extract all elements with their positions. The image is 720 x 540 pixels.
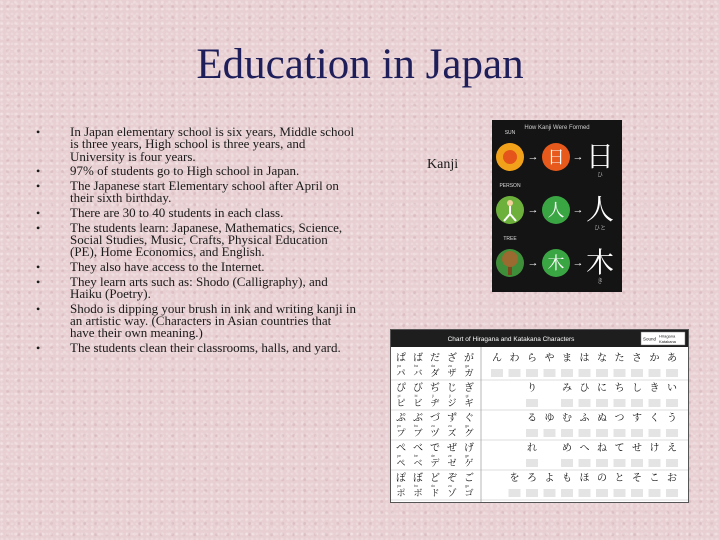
hiragana-character: く xyxy=(649,413,660,424)
kanji-formation-image xyxy=(492,120,622,292)
kanji-reading: き xyxy=(596,278,604,285)
katakana-cell-bg xyxy=(561,399,573,407)
kana-romaji: be xyxy=(414,454,418,458)
kana-romaji: de xyxy=(431,454,435,458)
bullet-item xyxy=(36,126,356,163)
hiragana-character: ら xyxy=(527,353,537,364)
pictograph-symbol: 人 xyxy=(547,201,565,221)
bullet-text: They also have access to the Internet. xyxy=(70,259,265,274)
kanji-formation-graphic xyxy=(492,120,622,292)
katakana-cell-bg xyxy=(579,399,591,407)
katakana-character: ギ xyxy=(464,399,474,409)
hiragana-character: ぴ xyxy=(396,383,406,394)
katakana-cell-bg xyxy=(561,459,573,467)
hiragana-character: ぱ xyxy=(396,353,406,364)
katakana-character: ポ xyxy=(396,489,406,499)
katakana-character: ゼ xyxy=(447,459,457,469)
katakana-character: ザ xyxy=(447,369,457,379)
katakana-character: プ xyxy=(396,429,406,439)
katakana-cell-bg xyxy=(614,459,626,467)
hiragana-character: ぜ xyxy=(447,443,457,454)
katakana-cell-bg xyxy=(544,489,556,497)
katakana-character: ド xyxy=(430,489,440,499)
hiragana-character: ひ xyxy=(579,383,590,394)
slide-title: Education in Japan xyxy=(196,41,524,88)
bullet-symbol: • xyxy=(36,341,41,355)
katakana-cell-bg xyxy=(561,489,573,497)
kanji-character: 日 xyxy=(585,140,615,173)
sun-core-icon xyxy=(503,150,517,164)
bullet-symbol: • xyxy=(36,206,41,220)
katakana-cell-bg xyxy=(526,489,538,497)
hiragana-character: き xyxy=(649,383,660,394)
bullet-text: The students clean their classrooms, halls, and yard. xyxy=(70,340,341,355)
arrow-icon: → xyxy=(572,257,584,269)
hiragana-character: み xyxy=(562,383,572,394)
bullet-text: In Japan elementary school is six years, Middle school is three years, High school is three years, and University is four years. xyxy=(70,124,355,164)
hiragana-character: つ xyxy=(614,413,625,424)
hiragana-character: そ xyxy=(632,473,642,484)
hiragana-character: ぞ xyxy=(447,473,457,484)
katakana-cell-bg xyxy=(596,459,608,467)
katakana-cell-bg xyxy=(561,429,573,437)
bullet-text: There are 30 to 40 students in each class. xyxy=(70,205,284,220)
hiragana-character: ぶ xyxy=(413,413,423,424)
hiragana-character: よ xyxy=(544,473,555,484)
katakana-cell-bg xyxy=(509,369,521,377)
kana-romaji: bo xyxy=(414,484,418,488)
katakana-character: ペ xyxy=(396,459,406,469)
bullet-item xyxy=(36,180,356,205)
bullet-item xyxy=(36,300,356,341)
hiragana-character: で xyxy=(430,443,440,454)
arrow-icon: → xyxy=(572,151,584,163)
katakana-character: ヂ xyxy=(430,399,440,409)
hiragana-character: へ xyxy=(579,443,590,454)
katakana-cell-bg xyxy=(649,399,661,407)
katakana-cell-bg xyxy=(561,369,573,377)
bullet-text: 97% of students go to High school in Japan. xyxy=(70,163,300,179)
hiragana-character: ん xyxy=(492,353,502,364)
hiragana-character: と xyxy=(614,473,625,484)
bullet-symbol: • xyxy=(36,164,41,179)
katakana-cell-bg xyxy=(666,369,678,377)
katakana-cell-bg xyxy=(526,429,538,437)
katakana-character: ボ xyxy=(413,489,423,499)
person-head-icon xyxy=(507,200,513,206)
katakana-cell-bg xyxy=(526,399,538,407)
katakana-cell-bg xyxy=(526,459,538,467)
katakana-cell-bg xyxy=(666,459,678,467)
katakana-character: ゾ xyxy=(447,489,457,499)
kanji-chart-heading: How Kanji Were Formed xyxy=(524,125,590,131)
bullet-symbol: • xyxy=(36,125,41,139)
kana-romaji: da xyxy=(431,364,435,368)
hiragana-character: ぎ xyxy=(464,383,474,394)
katakana-cell-bg xyxy=(614,489,626,497)
kana-romaji: po xyxy=(397,484,401,488)
hiragana-character: や xyxy=(544,353,555,364)
katakana-character: ズ xyxy=(447,429,457,439)
hiragana-character: も xyxy=(562,473,572,484)
hiragana-character: れ xyxy=(527,443,537,454)
katakana-character: ゲ xyxy=(464,459,474,469)
hiragana-character: ご xyxy=(464,473,474,484)
kana-romaji: pu xyxy=(397,424,401,428)
arrow-icon: → xyxy=(527,204,539,216)
bullet-item xyxy=(36,165,356,177)
kana-romaji: zo xyxy=(448,484,452,488)
kana-romaji: gi xyxy=(465,394,469,398)
kanji-reading: ひ xyxy=(596,172,604,179)
kanji-row-word: SUN xyxy=(504,130,516,136)
hiragana-character: に xyxy=(597,383,607,394)
hiragana-character: の xyxy=(597,473,607,484)
hiragana-character: え xyxy=(667,443,677,454)
katakana-cell-bg xyxy=(544,369,556,377)
katakana-cell-bg xyxy=(631,429,643,437)
kanji-label: Kanji xyxy=(427,157,459,172)
kanji-row-word: PERSON xyxy=(499,183,521,189)
hiragana-character: た xyxy=(614,353,625,364)
hiragana-character: う xyxy=(667,413,677,424)
hiragana-character: は xyxy=(579,353,590,364)
katakana-cell-bg xyxy=(666,399,678,407)
hiragana-character: じ xyxy=(447,383,457,394)
kana-romaji: ji xyxy=(449,394,451,398)
katakana-cell-bg xyxy=(631,369,643,377)
katakana-cell-bg xyxy=(544,429,556,437)
katakana-cell-bg xyxy=(631,489,643,497)
kana-romaji: zu xyxy=(448,424,452,428)
hiragana-character: ゆ xyxy=(544,413,555,424)
hiragana-character: り xyxy=(527,383,537,394)
katakana-cell-bg xyxy=(509,489,521,497)
bullet-symbol: • xyxy=(36,274,41,289)
kana-romaji: zu xyxy=(431,424,435,428)
bullet-symbol: • xyxy=(36,301,41,316)
kana-romaji: bi xyxy=(414,394,418,398)
hiragana-character: ぷ xyxy=(396,413,406,424)
arrow-icon: → xyxy=(527,257,539,269)
kana-legend-hiragana: Hiragana xyxy=(659,333,676,339)
katakana-cell-bg xyxy=(491,369,503,377)
hiragana-character: ろ xyxy=(527,473,537,484)
katakana-character: グ xyxy=(464,429,474,439)
katakana-cell-bg xyxy=(631,459,643,467)
hiragana-character: お xyxy=(667,473,677,484)
kana-romaji: za xyxy=(448,364,452,368)
arrow-icon: → xyxy=(572,204,584,216)
kanji-row-word: TREE xyxy=(503,236,517,242)
bullet-item xyxy=(36,342,356,354)
pictograph-symbol: 日 xyxy=(547,148,565,168)
hiragana-character: さ xyxy=(632,353,642,364)
hiragana-character: な xyxy=(597,353,607,364)
katakana-character: デ xyxy=(430,459,440,469)
hiragana-character: ね xyxy=(597,443,607,454)
kana-romaji: pi xyxy=(397,394,401,398)
hiragana-character: ほ xyxy=(579,473,590,484)
kana-romaji: gu xyxy=(465,424,469,428)
katakana-character: ガ xyxy=(464,369,474,379)
hiragana-character: こ xyxy=(649,473,660,484)
hiragana-character: て xyxy=(614,443,625,454)
katakana-cell-bg xyxy=(614,369,626,377)
bullet-item xyxy=(36,273,356,301)
bullet-item xyxy=(36,219,356,260)
katakana-cell-bg xyxy=(666,489,678,497)
kana-romaji: bu xyxy=(414,424,418,428)
hiragana-character: め xyxy=(562,443,572,454)
katakana-character: パ xyxy=(396,369,406,379)
katakana-character: ダ xyxy=(430,369,440,379)
hiragana-character: び xyxy=(413,383,423,394)
bullet-symbol: • xyxy=(36,220,41,235)
bullet-text: They learn arts such as: Shodo (Calligraphy), and Haiku (Poetry). xyxy=(70,273,328,301)
hiragana-character: わ xyxy=(509,353,520,364)
kana-romaji: ji xyxy=(432,394,434,398)
katakana-cell-bg xyxy=(596,399,608,407)
katakana-cell-bg xyxy=(579,369,591,377)
hiragana-character: ず xyxy=(447,413,457,424)
hiragana-character: い xyxy=(667,383,677,394)
katakana-character: ベ xyxy=(413,459,423,469)
kana-romaji: ge xyxy=(465,454,469,458)
katakana-cell-bg xyxy=(649,369,661,377)
katakana-character: ピ xyxy=(396,399,406,409)
bullet-symbol: • xyxy=(36,179,41,193)
katakana-character: ゴ xyxy=(464,489,474,499)
hiragana-character: ぺ xyxy=(396,443,406,454)
bullet-item xyxy=(36,261,356,273)
hiragana-character: せ xyxy=(632,443,642,454)
hiragana-character: ぼ xyxy=(413,473,423,484)
tree-crown-icon xyxy=(502,251,518,267)
kana-chart-image xyxy=(390,329,689,503)
hiragana-character: む xyxy=(562,413,572,424)
hiragana-character: ぽ xyxy=(396,473,406,484)
hiragana-character: ぢ xyxy=(430,383,440,394)
katakana-character: ブ xyxy=(413,429,423,439)
kana-legend-sound: Sound xyxy=(643,336,657,342)
katakana-cell-bg xyxy=(649,489,661,497)
kana-romaji: pa xyxy=(397,364,401,368)
hiragana-character: ざ xyxy=(447,353,457,364)
hiragana-character: ま xyxy=(562,353,572,364)
bullet-text: The students learn: Japanese, Mathematics, Science, Social Studies, Music, Crafts, Physical Education (PE), Home Economics, and English. xyxy=(70,219,343,260)
kana-romaji: do xyxy=(431,484,435,488)
kanji-character: 木 xyxy=(585,246,615,279)
hiragana-character: げ xyxy=(464,443,474,454)
kana-chart-heading: Chart of Hiragana and Katakana Characters xyxy=(447,336,575,343)
hiragana-character: か xyxy=(649,353,660,364)
katakana-cell-bg xyxy=(579,429,591,437)
katakana-cell-bg xyxy=(666,429,678,437)
katakana-character: バ xyxy=(413,369,423,379)
katakana-cell-bg xyxy=(596,369,608,377)
hiragana-character: し xyxy=(632,383,642,394)
pictograph-symbol: 木 xyxy=(547,254,565,274)
bullet-text: The Japanese start Elementary school after April on their sixth birthday. xyxy=(70,178,339,206)
katakana-cell-bg xyxy=(614,399,626,407)
hiragana-character: が xyxy=(464,353,474,364)
katakana-cell-bg xyxy=(631,399,643,407)
kana-romaji: pe xyxy=(397,454,401,458)
hiragana-character: ち xyxy=(614,383,625,394)
hiragana-character: を xyxy=(509,473,520,484)
hiragana-character: づ xyxy=(430,413,440,424)
kana-romaji: ze xyxy=(448,454,452,458)
hiragana-character: る xyxy=(527,413,537,424)
bullet-text: Shodo is dipping your brush in ink and writing kanji in an artistic way. (Characters in Asian countries that have their own meaning.) xyxy=(70,300,356,341)
hiragana-character: あ xyxy=(667,353,677,364)
katakana-cell-bg xyxy=(579,459,591,467)
katakana-cell-bg xyxy=(614,429,626,437)
katakana-character: ヅ xyxy=(430,429,440,439)
bullet-symbol: • xyxy=(36,260,41,274)
hiragana-character: ぐ xyxy=(464,413,474,424)
bullet-item xyxy=(36,207,356,219)
katakana-character: ビ xyxy=(413,399,423,409)
bullet-list xyxy=(36,126,356,357)
kana-chart-graphic xyxy=(391,330,688,502)
hiragana-character: だ xyxy=(430,353,440,364)
kana-romaji: ga xyxy=(465,364,469,368)
katakana-cell-bg xyxy=(649,459,661,467)
kana-romaji: go xyxy=(465,484,469,488)
kana-legend-katakana: Katakana xyxy=(659,339,676,344)
hiragana-character: べ xyxy=(413,443,423,454)
kana-romaji: ba xyxy=(414,364,418,368)
arrow-icon: → xyxy=(527,151,539,163)
katakana-cell-bg xyxy=(579,489,591,497)
hiragana-character: す xyxy=(632,413,642,424)
katakana-cell-bg xyxy=(526,369,538,377)
hiragana-character: ふ xyxy=(579,413,590,424)
kanji-reading: ひと xyxy=(593,225,607,232)
katakana-character: ジ xyxy=(447,399,457,409)
hiragana-character: け xyxy=(649,443,660,454)
katakana-cell-bg xyxy=(649,429,661,437)
hiragana-character: ぬ xyxy=(597,413,607,424)
katakana-cell-bg xyxy=(596,489,608,497)
katakana-cell-bg xyxy=(596,429,608,437)
kanji-character: 人 xyxy=(585,193,615,226)
hiragana-character: ば xyxy=(413,353,423,364)
hiragana-character: ど xyxy=(430,473,440,484)
